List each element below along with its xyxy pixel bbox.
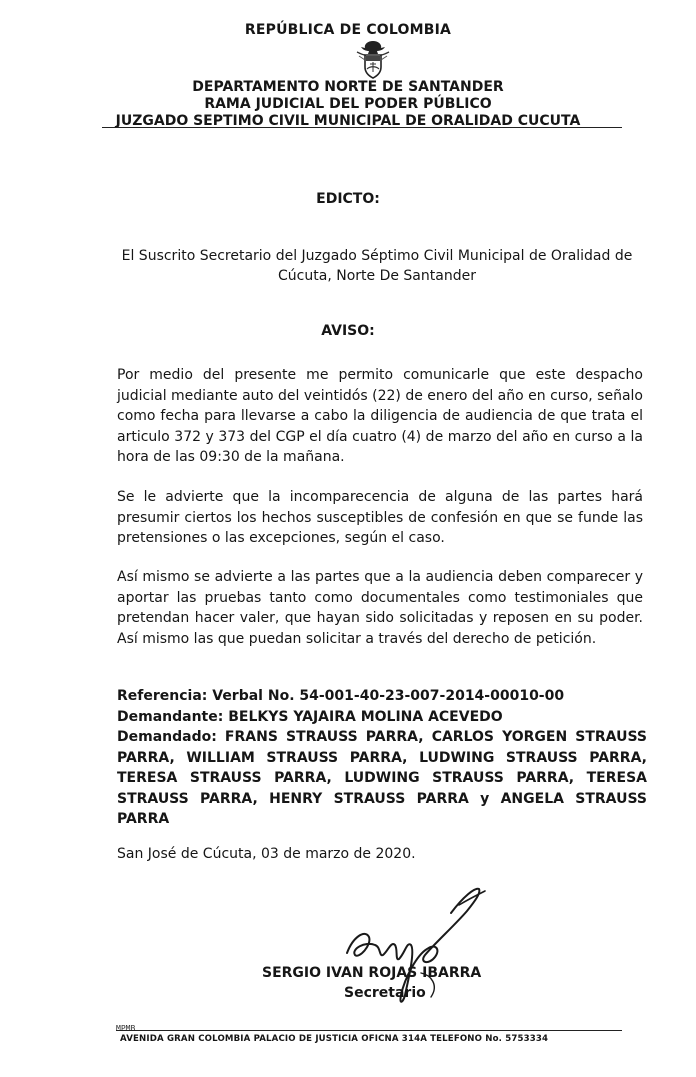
case-reference: Referencia: Verbal No. 54-001-40-23-007-2014-00010-00 xyxy=(117,688,565,704)
footer-divider xyxy=(116,1030,622,1031)
document-title: EDICTO: xyxy=(316,191,380,207)
paragraph-nonappearance-warning: Se le advierte que la incomparecencia de alguna de las partes hará presumir ciertos los hechos susceptibles de confesión en que se funde las pretensiones o las excepciones, según el caso. xyxy=(117,489,643,546)
header-divider xyxy=(102,127,622,128)
signer-role: Secretario xyxy=(344,985,426,1001)
country-heading: REPÚBLICA DE COLOMBIA xyxy=(244,22,452,38)
intro-paragraph: El Suscrito Secretario del Juzgado Séptimo Civil Municipal de Oralidad de Cúcuta, Norte De Santander xyxy=(121,248,633,284)
paragraph-hearing-date: Por medio del presente me permito comunicarle que este despacho judicial mediante auto del veintidós (22) de enero del año en curso, señalo como fecha para llevarse a cabo la diligencia de audiencia de que trata el articulo 372 y 373 del CGP el día cuatro (4) de marzo del año en curso a la hora de las 09:30 de la mañana. xyxy=(117,367,643,465)
paragraph-evidence-notice: Así mismo se advierte a las partes que a la audiencia deben comparecer y aportar las pruebas tanto como documentales como testimoniales que pretendan hacer valer, que hayan sido solicitadas y reposen en su poder. Así mismo las que puedan solicitar a través del derecho de petición. xyxy=(117,569,643,647)
case-defendants: Demandado: FRANS STRAUSS PARRA, CARLOS YORGEN STRAUSS PARRA, WILLIAM STRAUSS PARRA, LUDWING STRAUSS PARRA, TERESA STRAUSS PARRA, LUDWING STRAUSS PARRA, TERESA STRAUSS PARRA, HENRY STRAUSS PARRA y ANGELA STRAUSS PARRA xyxy=(117,729,647,827)
footer-address: AVENIDA GRAN COLOMBIA PALACIO DE JUSTICIA OFICNA 314A TELEFONO No. 5753334 xyxy=(120,1034,549,1044)
typist-initials: MPMB xyxy=(116,1024,136,1033)
signer-name: SERGIO IVAN ROJAS IBARRA xyxy=(262,965,482,981)
signer-block xyxy=(262,963,522,1003)
case-details xyxy=(117,686,647,830)
branch-heading: RAMA JUDICIAL DEL PODER PÚBLICO xyxy=(204,96,492,112)
date-line: San José de Cúcuta, 03 de marzo de 2020. xyxy=(117,846,416,862)
notice-heading: AVISO: xyxy=(321,323,375,339)
court-heading-block xyxy=(0,79,696,130)
court-heading: JUZGADO SEPTIMO CIVIL MUNICIPAL DE ORALIDAD CUCUTA xyxy=(115,113,581,129)
case-plaintiff: Demandante: BELKYS YAJAIRA MOLINA ACEVEDO xyxy=(117,708,503,725)
coat-of-arms-icon xyxy=(353,38,393,80)
department-heading: DEPARTAMENTO NORTE DE SANTANDER xyxy=(192,79,504,95)
